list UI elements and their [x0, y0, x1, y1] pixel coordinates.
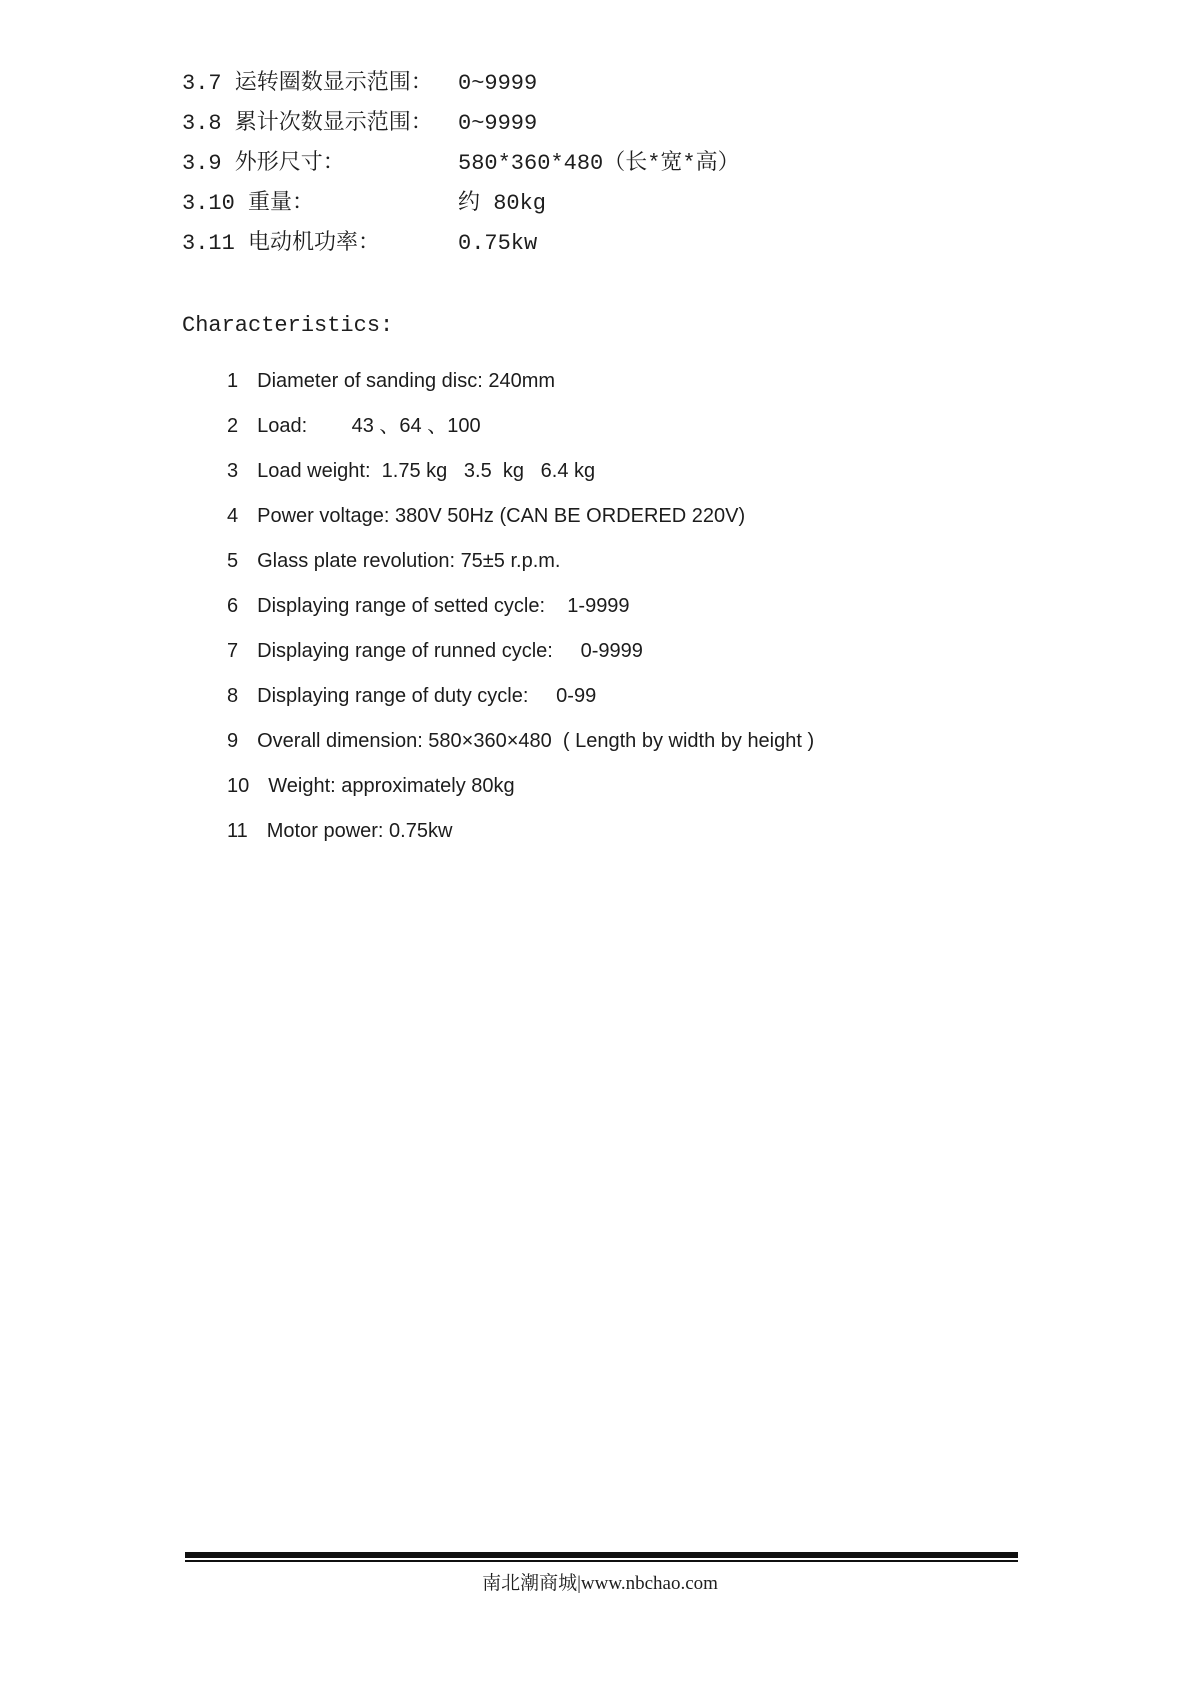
list-item-number: 9	[227, 730, 239, 752]
spec-row	[182, 64, 740, 104]
list-item-text: Overall dimension: 580×360×480 ( Length by width by height )	[257, 730, 815, 752]
spec-label: 3.10 重量：	[182, 191, 315, 216]
list-item	[227, 594, 814, 619]
list-item-text: Power voltage: 380V 50Hz (CAN BE ORDERED 220V)	[257, 505, 746, 527]
list-item	[227, 459, 814, 484]
spec-label: 3.11 电动机功率：	[182, 231, 381, 256]
list-item-number: 7	[227, 640, 239, 662]
list-item	[227, 504, 814, 529]
spec-list-cn	[182, 64, 740, 264]
list-item-text: Displaying range of duty cycle: 0-99	[257, 685, 597, 707]
list-item	[227, 774, 814, 799]
spec-row	[182, 144, 740, 184]
list-item	[227, 369, 814, 394]
list-item-number: 10	[227, 775, 250, 797]
list-item-text: Displaying range of setted cycle: 1-9999	[257, 595, 630, 617]
list-item-number: 5	[227, 550, 239, 572]
list-item-number: 11	[227, 820, 248, 842]
list-item-number: 1	[227, 370, 239, 392]
spec-label: 3.7 运转圈数显示范围：	[182, 71, 433, 96]
list-item	[227, 729, 814, 754]
spec-row	[182, 224, 740, 264]
list-item-number: 6	[227, 595, 239, 617]
list-item-text: Load: 43 、64 、100	[257, 415, 481, 437]
list-item-text: Weight: approximately 80kg	[268, 775, 515, 797]
spec-row	[182, 104, 740, 144]
list-item-text: Displaying range of runned cycle: 0-9999	[257, 640, 643, 662]
spec-row	[182, 184, 740, 224]
list-item-text: Load weight: 1.75 kg 3.5 kg 6.4 kg	[257, 460, 596, 482]
spec-value: 0.75kw	[458, 231, 538, 256]
list-item-number: 2	[227, 415, 239, 437]
spec-value: 0~9999	[458, 71, 538, 96]
list-item-number: 3	[227, 460, 239, 482]
spec-value: 580*360*480（长*宽*高）	[458, 151, 740, 176]
list-item	[227, 639, 814, 664]
spec-label: 3.9 外形尺寸：	[182, 151, 345, 176]
list-item	[227, 684, 814, 709]
spec-label: 3.8 累计次数显示范围：	[182, 111, 433, 136]
spec-value: 0~9999	[458, 111, 538, 136]
list-item-text: Diameter of sanding disc: 240mm	[257, 370, 556, 392]
footer-site-text: 南北潮商城|www.nbchao.com	[482, 1573, 718, 1594]
list-item	[227, 414, 814, 439]
characteristics-list	[227, 369, 814, 864]
list-item-number: 8	[227, 685, 239, 707]
list-item	[227, 549, 814, 574]
list-item-text: Glass plate revolution: 75±5 r.p.m.	[257, 550, 561, 572]
list-item-text: Motor power: 0.75kw	[266, 820, 453, 842]
spec-value: 约 80kg	[458, 191, 547, 216]
characteristics-heading: Characteristics:	[182, 313, 394, 338]
footer-rule	[185, 1552, 1018, 1562]
list-item-number: 4	[227, 505, 239, 527]
list-item	[227, 819, 814, 844]
